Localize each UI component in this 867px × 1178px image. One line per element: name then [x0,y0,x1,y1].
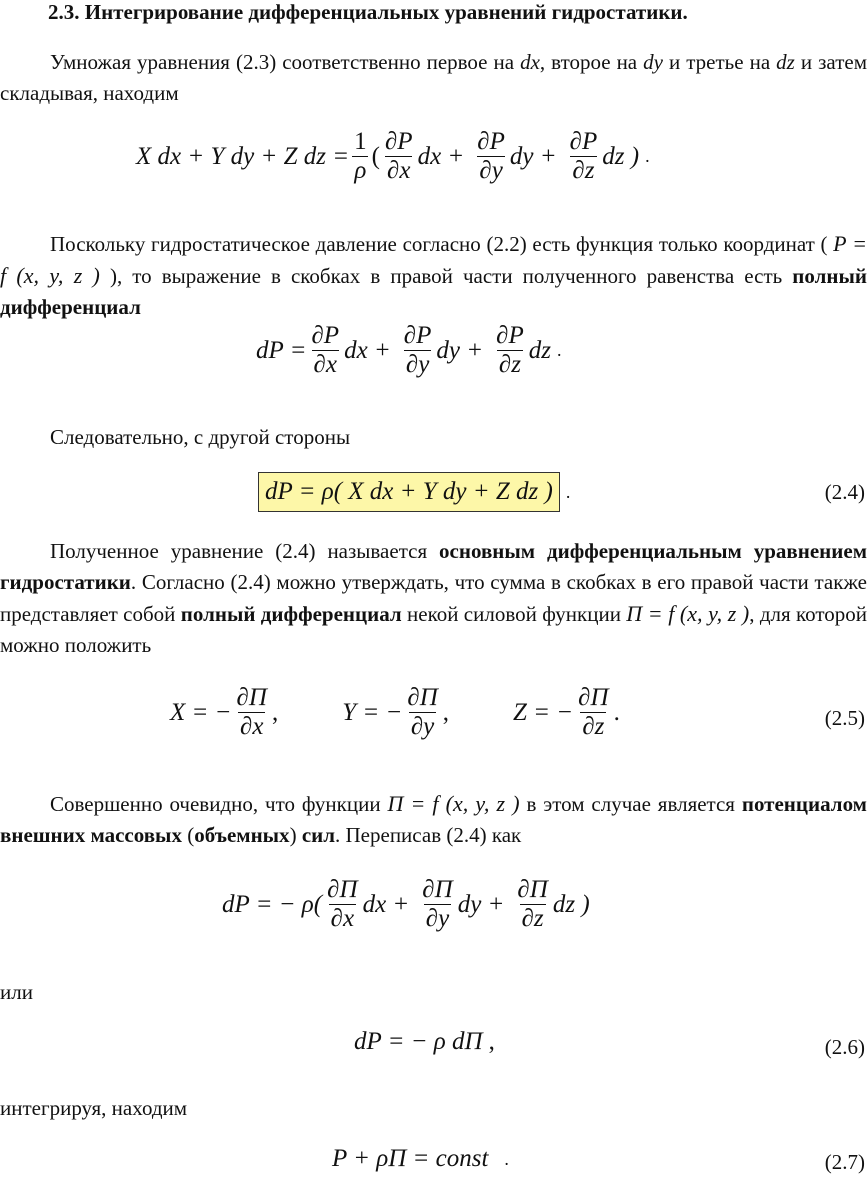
eq1-frac-rho: $\frac{1}{\rho}$ [354,128,367,184]
eq4-frac-y: $\frac{\partial\Pi}{\partial y}$ [407,684,438,740]
eq3-period: . [565,481,571,502]
eq1-frac-x: $\frac{\partial P}{\partial x}$ [384,128,413,184]
p5-text-5: . Переписав (2.4) как [335,823,522,847]
p2-bold: полный дифференциал [0,264,867,319]
p4-formula: Π = f (x, y, z ) [626,601,750,626]
p1-text-2: , второе на [539,50,644,74]
p4-text-3: некой силовой функции [401,602,627,626]
equation-2-6 [354,1028,495,1056]
eq1-term-dy: dy + [509,142,557,170]
p5-bold-3: сил [301,823,336,847]
eq4-frac-x: $\frac{\partial\Pi}{\partial x}$ [236,684,267,740]
eq5-lhs: dP = − ρ( [222,890,323,918]
paragraph-7 [0,1093,867,1124]
eq3-highlight-box [258,472,560,512]
eq4-period: . [613,698,620,726]
eq1-open-paren: ( [371,142,380,170]
p4-text-4: , для которой можно положить [0,602,867,657]
eq1-frac-z: $\frac{\partial P}{\partial z}$ [569,128,598,184]
eq2-lhs: dP = [256,336,307,364]
p1-text-3: и третье на [662,50,777,74]
p6-text: или [0,980,33,1004]
equation-number-2-5: (2.5) [824,706,865,730]
paragraph-2 [0,228,867,323]
eq4-x-lhs: X = − [170,698,232,726]
equation-2-4 [258,472,570,512]
paragraph-4 [0,536,867,661]
eq2-term-dy: dy + [436,336,484,364]
eq1-term-dx: dx + [417,142,465,170]
eq4-comma-2: , [442,698,450,726]
p5-text-3: ( [181,823,195,847]
eq4-comma-1: , [271,698,279,726]
p2-text-2: ), то выражение в скобках в правой части полученного равенства есть [99,264,793,288]
eq2-period: . [557,340,562,360]
p4-bold-1: основным дифференциальным уравнением гидростатики [0,539,867,594]
p5-text-2: в этом случае является [519,792,742,816]
eq7-period: . [504,1148,509,1169]
p4-bold-2: полный дифференциал [180,602,402,626]
eq4-y-lhs: Y = − [342,698,403,726]
equation-number-2-6: (2.6) [824,1035,865,1059]
eq1-lhs: X dx + Y dy + Z dz = [136,142,350,170]
paragraph-6 [0,977,867,1008]
paragraph-3 [0,422,867,453]
eq2-frac-x: $\frac{\partial P}{\partial x}$ [311,322,340,378]
eq6-content: dP = − ρ dΠ [354,1028,483,1055]
eq2-frac-y: $\frac{\partial P}{\partial y}$ [403,322,432,378]
equation-2-7 [332,1145,509,1173]
p1-dy: dy [643,50,663,74]
equation-2 [256,322,562,379]
p7-text: интегрируя, находим [0,1096,188,1120]
p2-text-1: Поскольку гидростатическое давление согласно (2.2) есть функция только координат ( [50,232,834,256]
p1-dz: dz [776,50,795,74]
eq5-term-dx: dx + [362,890,410,918]
section-heading: 2.3. Интегрирование дифференциальных уравнений гидростатики. [48,0,688,24]
eq5-frac-x: $\frac{\partial\Pi}{\partial x}$ [327,876,358,932]
eq3-content: dP = ρ( X dx + Y dy + Z dz ) [265,478,553,505]
equation-expanded [222,876,590,933]
equation-number-2-4: (2.4) [824,480,865,504]
p2-formula: P = f (x, y, z ) [0,231,867,288]
p3-text: Следовательно, с другой стороны [50,425,351,449]
eq5-frac-z: $\frac{\partial\Pi}{\partial z}$ [517,876,548,932]
equation-1 [136,128,650,185]
equation-2-5 [170,684,620,741]
eq2-frac-z: $\frac{\partial P}{\partial z}$ [496,322,524,378]
p5-bold-2: объемных [194,823,290,847]
p4-text-2: . Согласно (2.4) можно утверждать, что сумма в скобках в его правой части также представляет собой [0,570,867,626]
eq5-term-dy: dy + [457,890,505,918]
eq2-term-dz: dz [528,336,551,364]
p4-text-1: Полученное уравнение (2.4) называется [50,539,440,563]
eq6-comma: , [488,1028,495,1055]
eq1-term-dz: dz ) [602,142,640,170]
eq5-frac-y: $\frac{\partial\Pi}{\partial y}$ [422,876,453,932]
equation-number-2-7: (2.7) [824,1150,865,1174]
p1-dx: dx [520,50,540,74]
p5-text-1: Совершенно очевидно, что функции [50,792,388,816]
paragraph-1 [0,47,867,109]
p1-text-1: Умножая уравнения (2.3) соответственно первое на [50,50,521,74]
eq1-frac-y: $\frac{\partial P}{\partial y}$ [477,128,505,184]
eq4-z-lhs: Z = − [513,698,574,726]
eq2-term-dx: dx + [344,336,391,364]
p1-text-4: и затем складывая, находим [0,50,867,105]
p5-bold-1: потенциалом внешних массовых [0,792,867,847]
eq4-frac-z: $\frac{\partial\Pi}{\partial z}$ [578,684,609,740]
p5-text-4: ) [289,823,302,847]
p5-formula: Π = f (x, y, z ) [387,791,520,816]
paragraph-5 [0,788,867,851]
eq1-period: . [645,146,650,166]
eq5-term-dz: dz ) [552,890,590,918]
eq7-content: P + ρΠ = const [332,1145,489,1172]
